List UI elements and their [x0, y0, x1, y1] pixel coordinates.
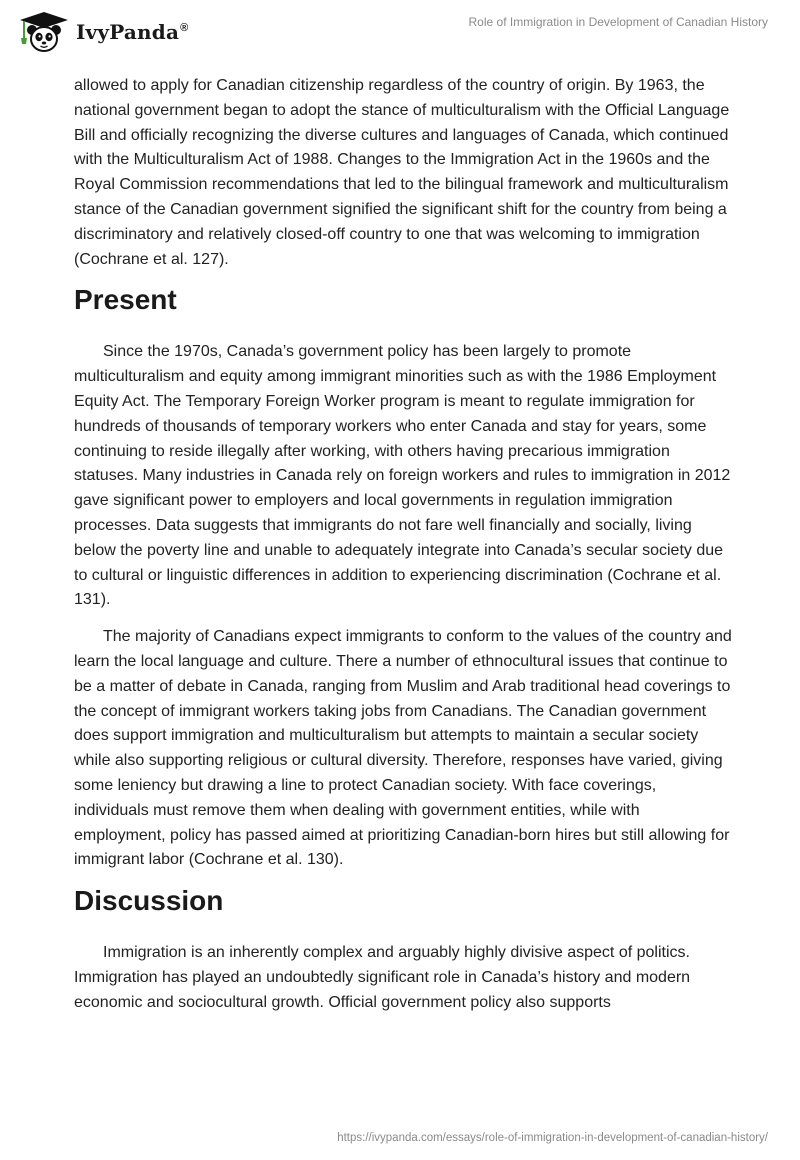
source-url[interactable]: https://ivypanda.com/essays/role-of-immigration-in-development-of-canadian-history/: [337, 1132, 768, 1144]
panda-graduate-icon: [14, 10, 70, 54]
present-paragraph-2: The majority of Canadians expect immigrants to conform to the values of the country and learn the local language and culture. There a number of ethnocultural issues that continue to be a matter of debate in Canada, ranging from Muslim and Arab traditional head coverings to the concept of immigrant workers taking jobs from Canadians. The Canadian government does support immigration and multiculturalism but attempts to maintain a secular society while also supporting religious or cultural diversity. Therefore, responses have varied, giving some leniency but drawing a line to protect Canadian society. With face coverings, individuals must remove them when dealing with government entities, while with employment, policy has passed aimed at prioritizing Canadian-born hires but still allowing for immigrant labor (Cochrane et al. 130).: [74, 628, 732, 869]
document-title: Role of Immigration in Development of Canadian History: [468, 15, 768, 29]
ivypanda-logo[interactable]: [14, 10, 188, 54]
essay-body: [74, 74, 734, 1028]
page-header: [0, 0, 800, 60]
intro-paragraph: allowed to apply for Canadian citizenship regardless of the country of origin. By 1963, the national government began to adopt the stance of multiculturalism with the Official Language Bill and officially recognizing the diverse cultures and languages of Canada, which continued with the Multiculturalism Act of 1988. Changes to the Immigration Act in the 1960s and the Royal Commission recommendations that led to the bilingual framework and multiculturalism stance of the Canadian government signified the significant shift for the country from being a discriminatory and relatively closed-off country to one that was welcoming to immigration (Cochrane et al. 127).: [74, 77, 730, 268]
present-paragraph-1: Since the 1970s, Canada’s government policy has been largely to promote multiculturalism and equity among immigrant minorities such as with the 1986 Employment Equity Act. The Temporary Foreign Worker program is meant to regulate immigration for hundreds of thousands of temporary workers who enter Canada and stay for years, some continuing to reside illegally after working, with others having precarious immigration statuses. Many industries in Canada rely on foreign workers and rules to immigration in 2012 gave significant power to employers and local governments in regulation immigration processes. Data suggests that immigrants do not fare well financially and socially, living below the poverty line and unable to adequately integrate into Canada’s secular society due to cultural or linguistic differences in addition to experiencing discrimination (Cochrane et al. 131).: [74, 343, 731, 609]
section-heading-discussion: Discussion: [74, 885, 224, 917]
brand-name: IvyPanda®: [76, 20, 189, 44]
section-heading-present: Present: [74, 284, 177, 316]
discussion-paragraph-1: Immigration is an inherently complex and arguably highly divisive aspect of politics. Immigration has played an undoubtedly significant role in Canada’s history and modern economic and sociocultural growth. Official government policy also supports: [74, 944, 691, 1011]
registered-mark: ®: [180, 22, 189, 35]
